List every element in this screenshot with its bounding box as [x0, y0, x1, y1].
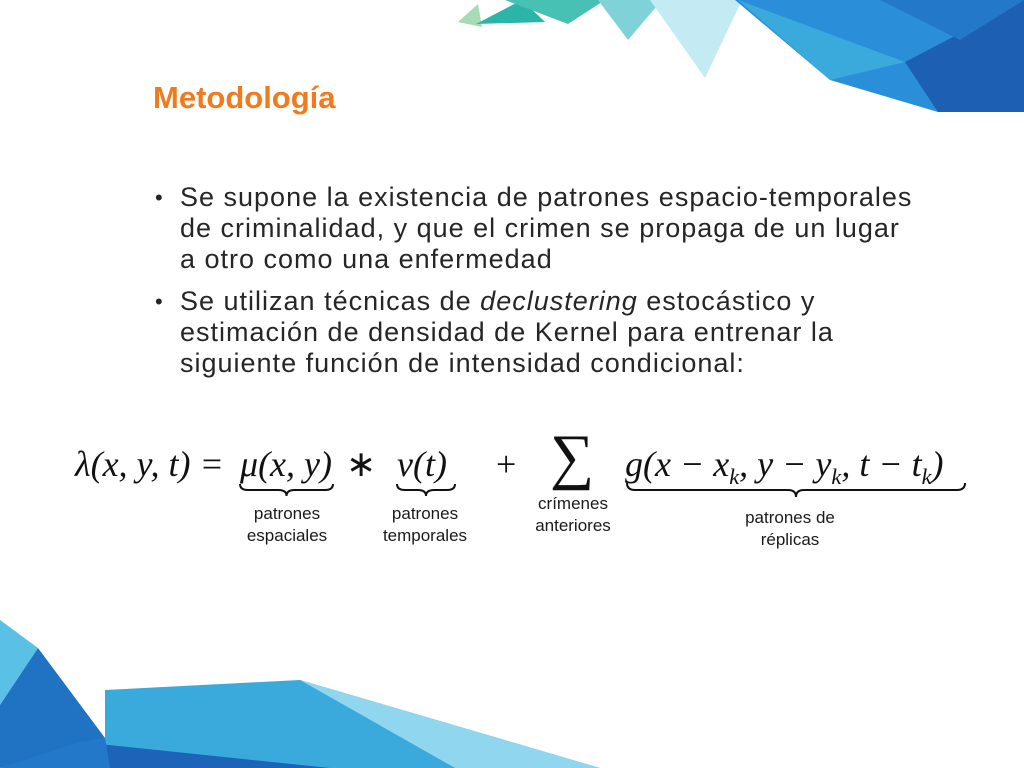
formula-lhs: λ(x, y, t) = — [75, 444, 224, 484]
bullet2-line3: siguiente función de intensidad condicional: — [180, 348, 745, 378]
label-aftershock-line1: patrones de — [745, 508, 835, 527]
bullet1-line2: de criminalidad, y que el crimen se propaga de un lugar — [180, 213, 900, 243]
aftershock-part-2: , y − y — [739, 444, 832, 484]
subscript-k-3: k — [921, 463, 932, 489]
formula-spatial-term: μ(x, y) — [240, 444, 333, 484]
subscript-k-1: k — [729, 463, 740, 489]
deco-top-pale-cyan — [650, 0, 742, 78]
label-aftershock-patterns — [710, 507, 870, 551]
bullet2-line1-before: Se utilizan técnicas de — [180, 286, 481, 316]
formula-times: ∗ — [346, 444, 377, 484]
label-sum-line1: crímenes — [538, 494, 608, 513]
bullet2-line2: estimación de densidad de Kernel para entrenar la — [180, 317, 834, 347]
bullet1-line1: Se supone la existencia de patrones espacio-temporales — [180, 182, 913, 212]
aftershock-part-4: ) — [931, 444, 944, 484]
formula-sum-symbol: ∑ — [550, 423, 595, 491]
aftershock-part-1: g(x − x — [625, 444, 730, 484]
label-previous-crimes — [518, 493, 628, 537]
label-sum-line2: anteriores — [535, 516, 611, 535]
label-spatial-patterns — [232, 503, 342, 547]
label-spatial-line2: espaciales — [246, 526, 328, 545]
bullet2-line1 — [180, 286, 815, 317]
subscript-k-2: k — [831, 463, 842, 489]
slide-title: Metodología — [153, 80, 336, 115]
bullet2-italic-term: declustering — [480, 286, 638, 316]
formula-plus: + — [496, 444, 517, 484]
label-temporal-line1: patrones — [391, 504, 459, 523]
formula-temporal-term: ν(t) — [397, 444, 447, 484]
label-temporal-line2: temporales — [382, 526, 468, 545]
label-spatial-line1: patrones — [253, 504, 321, 523]
bullet-marker-1: • — [155, 185, 163, 210]
label-temporal-patterns — [368, 503, 482, 547]
deco-top-light-teal — [598, 0, 662, 40]
aftershock-part-3: , t − t — [841, 444, 922, 484]
bullet1-line3: a otro como una enfermedad — [180, 244, 553, 274]
bullet-marker-2: • — [155, 289, 163, 314]
label-aftershock-line2: réplicas — [760, 530, 820, 549]
bullet2-line1-after: estocástico y — [637, 286, 816, 316]
formula-aftershock-term — [625, 444, 944, 489]
